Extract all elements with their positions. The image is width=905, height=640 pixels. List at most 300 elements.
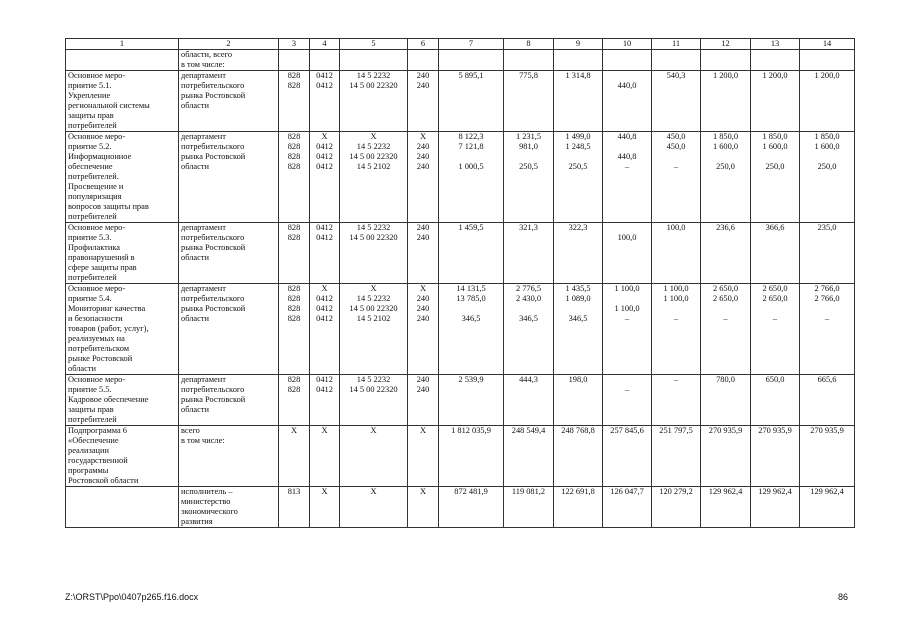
executor-cell <box>179 284 279 375</box>
value-line: 828 <box>287 385 301 394</box>
value-cell-col-14 <box>800 223 855 284</box>
value-cell-col-12 <box>701 375 751 426</box>
value-cell-col-11 <box>652 284 701 375</box>
table-row <box>66 487 855 528</box>
value-line: – <box>624 314 630 323</box>
activity-name-cell <box>66 426 179 487</box>
column-number-header: 8 <box>504 39 554 50</box>
value-cell-col-8 <box>504 284 554 375</box>
value-cell-col-7 <box>439 132 504 223</box>
budget-table-sheet <box>65 38 854 528</box>
value-cell-col-14 <box>800 132 855 223</box>
value-cell-col-12 <box>701 426 751 487</box>
value-cell-col-9 <box>554 50 603 71</box>
value-line: – <box>673 162 679 171</box>
value-cell-col-7 <box>439 284 504 375</box>
value-line <box>800 152 854 162</box>
value-line <box>603 375 651 385</box>
activity-name-line: Основное меро- <box>68 375 126 384</box>
value-cell-col-9 <box>554 426 603 487</box>
activity-name-line: программы <box>68 466 109 475</box>
value-cell-col-3 <box>279 132 310 223</box>
value-cell-col-9 <box>554 284 603 375</box>
value-line: 1 600,0 <box>762 142 788 151</box>
footer-file-path: Z:\ORST\Ppo\0407p265.f16.docx <box>65 592 199 602</box>
value-line: 120 279,2 <box>659 487 693 496</box>
executor-line: области <box>181 162 209 171</box>
value-cell-col-12 <box>701 50 751 71</box>
executor-line: потребительского <box>181 142 245 151</box>
activity-name-line: потребителей. <box>68 172 119 181</box>
activity-name-line: сфере защиты прав <box>68 263 137 272</box>
value-line: 828 <box>287 284 301 293</box>
activity-name-line: области <box>68 364 96 373</box>
value-line <box>701 385 750 395</box>
value-line: 0412 <box>316 375 333 384</box>
executor-line: области <box>181 253 209 262</box>
value-cell-col-9 <box>554 71 603 132</box>
executor-line: области, всего <box>181 50 233 59</box>
value-cell-col-9 <box>554 132 603 223</box>
value-line: 240 <box>416 385 430 394</box>
executor-line: рынка Ростовской <box>181 91 246 100</box>
value-line <box>751 233 799 243</box>
value-line: 14 5 2232 <box>356 375 391 384</box>
value-line: 1 850,0 <box>814 132 840 141</box>
value-line <box>751 152 799 162</box>
page-number: 86 <box>838 592 849 602</box>
value-cell-col-14 <box>800 487 855 528</box>
value-cell-col-13 <box>751 50 800 71</box>
executor-line: департамент <box>181 223 226 232</box>
value-line <box>554 152 602 162</box>
value-cell-col-10 <box>603 487 652 528</box>
value-line: 129 962,4 <box>758 487 792 496</box>
value-line <box>652 81 700 91</box>
value-line: 540,3 <box>666 71 686 80</box>
value-cell-col-7 <box>439 50 504 71</box>
activity-name-line: Основное меро- <box>68 223 126 232</box>
value-line: 828 <box>287 152 301 161</box>
value-line: Х <box>419 426 427 435</box>
value-line <box>504 304 553 314</box>
value-line: 2 650,0 <box>762 294 788 303</box>
value-line: 14 5 2232 <box>356 294 391 303</box>
value-line: 1 812 035,9 <box>451 426 491 435</box>
executor-line: области <box>181 405 209 414</box>
value-cell-col-8 <box>504 71 554 132</box>
value-line: 1 000,5 <box>458 162 484 171</box>
value-cell-col-7 <box>439 223 504 284</box>
value-line: 0412 <box>316 385 333 394</box>
activity-name-cell <box>66 223 179 284</box>
column-number-header-row <box>66 39 855 50</box>
value-line: 100,0 <box>617 233 637 242</box>
value-line: 366,6 <box>765 223 785 232</box>
value-line: 0412 <box>316 223 333 232</box>
value-line <box>652 385 700 395</box>
value-line: 235,0 <box>817 223 837 232</box>
value-line: 1 100,0 <box>614 304 640 313</box>
table-row <box>66 284 855 375</box>
activity-name-line: Основное меро- <box>68 132 126 141</box>
value-line: 14 5 00 22320 <box>349 233 398 242</box>
value-line: 1 600,0 <box>814 142 840 151</box>
value-cell-col-8 <box>504 375 554 426</box>
activity-name-cell <box>66 50 179 71</box>
table-row <box>66 50 855 71</box>
value-line: 14 5 00 22320 <box>349 385 398 394</box>
value-line: 14 5 2102 <box>356 314 391 323</box>
activity-name-line: потребителей <box>68 212 117 221</box>
activity-name-line: рынке Ростовской <box>68 354 133 363</box>
value-line <box>652 304 700 314</box>
value-cell-col-6 <box>408 50 439 71</box>
value-cell-col-6 <box>408 71 439 132</box>
value-line <box>439 152 503 162</box>
activity-name-line: Профилактика <box>68 243 120 252</box>
activity-name-line: Укрепление <box>68 91 111 100</box>
value-line: 0412 <box>316 294 333 303</box>
value-cell-col-7 <box>439 487 504 528</box>
value-line: 129 962,4 <box>708 487 743 496</box>
value-cell-col-5 <box>340 375 408 426</box>
value-line: 828 <box>287 314 301 323</box>
value-line: 240 <box>416 233 430 242</box>
budget-table <box>65 38 855 528</box>
value-line <box>751 385 799 395</box>
value-cell-col-5 <box>340 284 408 375</box>
value-cell-col-4 <box>310 487 340 528</box>
value-line: 248 549,4 <box>511 426 546 435</box>
value-cell-col-11 <box>652 132 701 223</box>
column-number-header: 12 <box>701 39 751 50</box>
value-line <box>751 304 799 314</box>
value-line: 240 <box>416 162 430 171</box>
value-cell-col-5 <box>340 487 408 528</box>
value-line: 251 797,5 <box>659 426 693 435</box>
activity-name-line: приятие 5.5. <box>68 385 112 394</box>
value-line: 1 100,0 <box>663 294 689 303</box>
value-line: – <box>673 314 679 323</box>
executor-line: всего <box>181 426 200 435</box>
value-cell-col-3 <box>279 426 310 487</box>
value-line: Х <box>321 426 328 435</box>
value-line <box>800 304 854 314</box>
activity-name-line: Основное меро- <box>68 71 126 80</box>
value-line: 1 435,5 <box>565 284 591 293</box>
activity-name-line: правонарушений в <box>68 253 135 262</box>
activity-name-line: Информационное <box>68 152 132 161</box>
value-line: 828 <box>287 162 301 171</box>
value-line: 1 600,0 <box>712 142 739 151</box>
executor-line: департамент <box>181 375 226 384</box>
activity-name-line: реализуемых на <box>68 334 125 343</box>
column-number-header: 7 <box>439 39 504 50</box>
value-line: 2 766,0 <box>814 284 840 293</box>
value-line: 0412 <box>316 233 333 242</box>
value-line: 1 100,0 <box>614 284 640 293</box>
value-cell-col-5 <box>340 426 408 487</box>
executor-line: в том числе: <box>181 60 225 69</box>
executor-line: исполнитель – <box>181 487 233 496</box>
value-line: 270 935,9 <box>758 426 792 435</box>
value-line: 0412 <box>316 314 333 323</box>
column-number-header: 9 <box>554 39 603 50</box>
activity-name-line: приятие 5.3. <box>68 233 112 242</box>
executor-cell <box>179 71 279 132</box>
value-line: 321,3 <box>519 223 538 232</box>
value-cell-col-13 <box>751 71 800 132</box>
value-line: 14 5 00 22320 <box>349 304 398 313</box>
activity-name-cell <box>66 284 179 375</box>
value-line: 665,6 <box>817 375 837 384</box>
activity-name-line: потребителей <box>68 415 117 424</box>
activity-name-line: государственной <box>68 456 128 465</box>
value-line: 444,3 <box>519 375 538 384</box>
value-line: 2 776,5 <box>515 284 542 293</box>
value-line: – <box>624 385 630 394</box>
column-number-header: 3 <box>279 39 310 50</box>
value-line: 240 <box>416 294 430 303</box>
value-line: 240 <box>416 71 430 80</box>
executor-line: министерство <box>181 497 231 506</box>
value-line: 828 <box>287 375 301 384</box>
value-line: 250,5 <box>519 162 538 171</box>
value-line: Х <box>370 132 377 141</box>
value-line: 828 <box>287 223 301 232</box>
value-line: 828 <box>287 233 301 242</box>
value-line: 346,5 <box>519 314 538 323</box>
value-line: 1 200,0 <box>762 71 788 80</box>
value-line <box>701 233 750 243</box>
value-line <box>652 152 700 162</box>
value-line: 100,0 <box>666 223 686 232</box>
executor-line: департамент <box>181 132 226 141</box>
value-cell-col-6 <box>408 132 439 223</box>
value-line: 1 459,5 <box>458 223 484 232</box>
value-cell-col-13 <box>751 426 800 487</box>
value-line: 129 962,4 <box>810 487 844 496</box>
activity-name-line: защиты прав <box>68 405 114 414</box>
value-line <box>439 385 503 395</box>
value-line: 240 <box>416 152 430 161</box>
value-line: 650,0 <box>765 375 785 384</box>
value-line: 828 <box>287 132 301 141</box>
value-cell-col-9 <box>554 487 603 528</box>
value-line <box>504 81 553 91</box>
value-cell-col-4 <box>310 426 340 487</box>
activity-name-line: товаров (работ, услуг), <box>68 324 149 333</box>
value-line: 1 200,0 <box>712 71 739 80</box>
value-line <box>800 233 854 243</box>
value-line <box>652 233 700 243</box>
executor-cell <box>179 426 279 487</box>
value-cell-col-13 <box>751 375 800 426</box>
value-line: – <box>723 314 728 323</box>
value-line: 0412 <box>316 162 333 171</box>
value-cell-col-6 <box>408 223 439 284</box>
value-cell-col-4 <box>310 71 340 132</box>
activity-name-cell <box>66 132 179 223</box>
value-line: 240 <box>416 223 430 232</box>
activity-name-line: реализации <box>68 446 109 455</box>
value-line: Х <box>370 284 377 293</box>
executor-line: области <box>181 314 209 323</box>
value-line: Х <box>290 426 298 435</box>
activity-name-line: вопросов защиты прав <box>68 202 149 211</box>
value-line: 1 248,5 <box>565 142 591 151</box>
activity-name-line: Просвещение и <box>68 182 124 191</box>
activity-name-line: региональной системы <box>68 101 150 110</box>
value-cell-col-10 <box>603 132 652 223</box>
value-cell-col-11 <box>652 50 701 71</box>
value-line <box>701 152 750 162</box>
value-cell-col-5 <box>340 132 408 223</box>
value-line <box>800 385 854 395</box>
activity-name-line: Ростовской области <box>68 476 139 485</box>
value-line: 1 850,0 <box>712 132 739 141</box>
column-number-header: 13 <box>751 39 800 50</box>
executor-cell <box>179 487 279 528</box>
value-line: 8 122,3 <box>458 132 484 141</box>
value-line: 5 895,1 <box>458 71 484 80</box>
value-cell-col-4 <box>310 132 340 223</box>
value-cell-col-8 <box>504 487 554 528</box>
executor-line: в том числе: <box>181 436 225 445</box>
value-line: Х <box>321 487 328 496</box>
value-line: 248 768,8 <box>561 426 595 435</box>
executor-line: потребительского <box>181 385 245 394</box>
value-line: 240 <box>416 314 430 323</box>
activity-name-line: Подпрограмма 6 <box>68 426 127 435</box>
value-line: 872 481,9 <box>454 487 488 496</box>
value-line: 440,8 <box>617 132 637 141</box>
value-cell-col-4 <box>310 50 340 71</box>
value-line: 1 089,0 <box>565 294 591 303</box>
executor-line: рынка Ростовской <box>181 243 246 252</box>
value-cell-col-8 <box>504 132 554 223</box>
value-line: 0412 <box>316 81 333 90</box>
value-line: – <box>673 375 679 384</box>
value-line <box>554 385 602 395</box>
value-line: 828 <box>287 142 301 151</box>
executor-line: области <box>181 101 209 110</box>
value-cell-col-3 <box>279 284 310 375</box>
value-line: 981,0 <box>519 142 538 151</box>
activity-name-line: приятие 5.1. <box>68 81 112 90</box>
table-row <box>66 375 855 426</box>
activity-name-cell <box>66 71 179 132</box>
value-line: 440,0 <box>617 81 637 90</box>
activity-name-line: Кадровое обеспечение <box>68 395 149 404</box>
value-line: 2 650,0 <box>762 284 788 293</box>
executor-line: рынка Ростовской <box>181 152 246 161</box>
value-line: 240 <box>416 304 430 313</box>
value-cell-col-12 <box>701 284 751 375</box>
value-line: Х <box>419 132 427 141</box>
executor-cell <box>179 375 279 426</box>
value-line <box>603 142 651 152</box>
activity-name-line: Мониторинг качества <box>68 304 146 313</box>
value-cell-col-10 <box>603 223 652 284</box>
value-line <box>800 81 854 91</box>
value-line <box>554 304 602 314</box>
value-line: 828 <box>287 304 301 313</box>
value-line: 0412 <box>316 152 333 161</box>
executor-cell <box>179 50 279 71</box>
table-row <box>66 132 855 223</box>
value-line: 828 <box>287 71 301 80</box>
value-line: 126 047,7 <box>610 487 644 496</box>
activity-name-line: защиты прав <box>68 111 114 120</box>
value-cell-col-11 <box>652 375 701 426</box>
value-cell-col-8 <box>504 50 554 71</box>
value-line <box>554 81 602 91</box>
value-line: Х <box>321 284 328 293</box>
value-line: 780,0 <box>716 375 735 384</box>
value-cell-col-10 <box>603 71 652 132</box>
activity-name-line: популяризация <box>68 192 122 201</box>
value-cell-col-4 <box>310 284 340 375</box>
executor-line: экономического <box>181 507 238 516</box>
value-line: – <box>824 314 830 323</box>
value-cell-col-7 <box>439 71 504 132</box>
value-line: 14 131,5 <box>456 284 486 293</box>
value-line: 450,0 <box>666 142 686 151</box>
value-line: 1 231,5 <box>515 132 542 141</box>
value-line: 270 935,9 <box>810 426 844 435</box>
activity-name-cell <box>66 375 179 426</box>
value-line: 322,3 <box>568 223 588 232</box>
value-line: 7 121,8 <box>458 142 484 151</box>
value-cell-col-14 <box>800 426 855 487</box>
activity-name-line: «Обеспечение <box>68 436 119 445</box>
value-cell-col-3 <box>279 71 310 132</box>
value-line: 250,5 <box>568 162 588 171</box>
value-line: 1 850,0 <box>762 132 788 141</box>
value-line: 250,0 <box>817 162 837 171</box>
executor-line: рынка Ростовской <box>181 395 246 404</box>
value-line: 346,5 <box>568 314 588 323</box>
value-line <box>439 233 503 243</box>
value-line: 1 314,8 <box>565 71 591 80</box>
activity-name-line: приятие 5.4. <box>68 294 112 303</box>
value-cell-col-9 <box>554 375 603 426</box>
value-cell-col-10 <box>603 284 652 375</box>
value-cell-col-11 <box>652 426 701 487</box>
value-line: Х <box>419 284 427 293</box>
value-line: 14 5 00 22320 <box>349 152 398 161</box>
table-row <box>66 426 855 487</box>
value-cell-col-3 <box>279 375 310 426</box>
value-cell-col-8 <box>504 426 554 487</box>
executor-line: потребительского <box>181 81 245 90</box>
column-number-header: 11 <box>652 39 701 50</box>
value-line <box>439 304 503 314</box>
column-number-header: 14 <box>800 39 855 50</box>
value-cell-col-14 <box>800 375 855 426</box>
value-line: 775,8 <box>519 71 538 80</box>
value-line: 14 5 2232 <box>356 223 391 232</box>
value-cell-col-6 <box>408 487 439 528</box>
value-line: Х <box>370 487 377 496</box>
executor-line: департамент <box>181 284 226 293</box>
value-line: 828 <box>287 294 301 303</box>
value-line <box>439 81 503 91</box>
value-cell-col-3 <box>279 223 310 284</box>
value-cell-col-12 <box>701 223 751 284</box>
